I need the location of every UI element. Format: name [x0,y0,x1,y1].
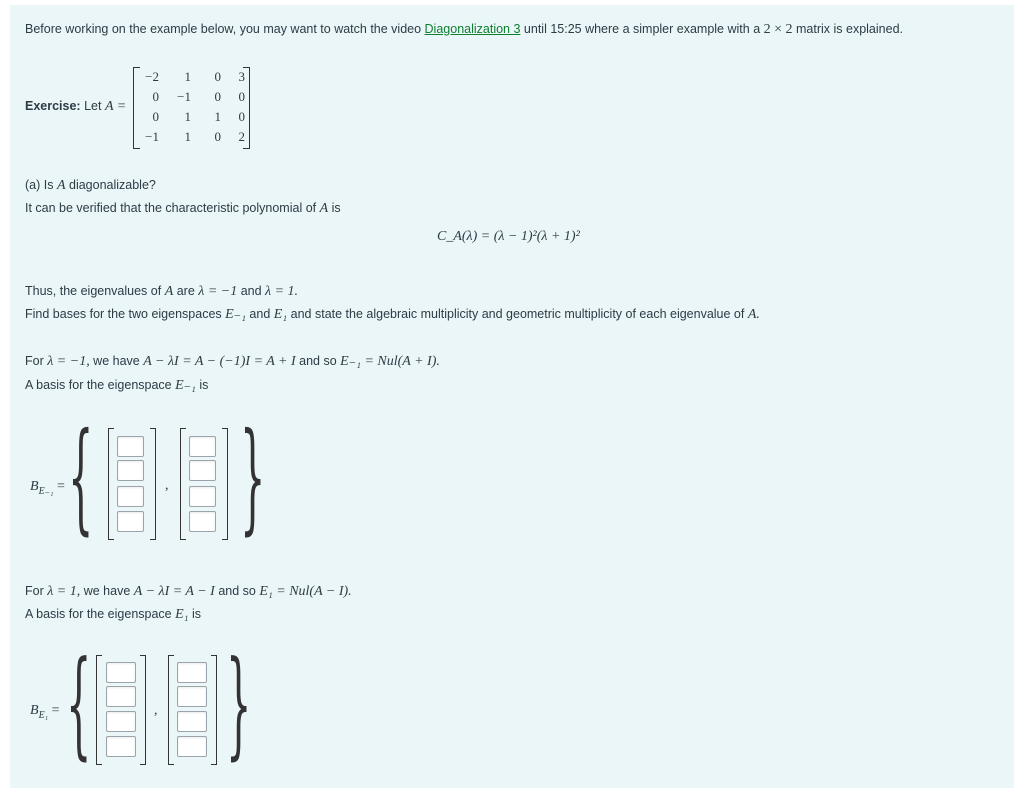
case2-expr: A − λI = A − I [133,584,215,599]
case1-expr: A − λI = A − (−1)I = A + I [143,354,296,369]
charpoly-pre: It can be verified that the characteristic polynomial of [25,201,320,215]
case1-nul: E₋₁ = Nul(A + I). [340,354,440,369]
case2-have: we have [80,584,134,598]
eigen-mid: are [173,284,199,298]
basis2-vec2-entry1[interactable] [177,662,207,683]
charpoly-post: is [328,201,341,215]
charpoly-text [25,201,341,217]
find-e1: E₋₁ [225,307,246,322]
basis1-vec1-right-bracket [150,428,156,540]
matrix-cell: 1 [184,69,191,84]
basis1-vec2-right-bracket [222,428,228,540]
basis2-eq: = [51,703,60,718]
matrix-cell: 0 [238,89,245,104]
matrix-cell: 1 [214,109,221,124]
part-a-question [25,178,156,194]
basis1-vec2-entry4[interactable] [189,511,216,532]
case1-basis-pre: A basis for the eigenspace [25,378,176,392]
basis2-vec2-right-bracket [211,655,217,765]
basis2-comma: , [154,703,158,718]
find-and: and [245,307,274,321]
find-bases-text [25,306,760,323]
charpoly-var: A [319,201,329,216]
video-link[interactable]: Diagonalization 3 [424,22,521,36]
matrix-grid [137,67,245,147]
case1-andso: and so [295,354,341,368]
eigen-and: and [237,284,266,298]
basis2-vec2-entry2[interactable] [177,686,207,707]
case2-lambda: λ = 1, [47,584,81,599]
basis2-vec1-entry4[interactable] [106,736,136,757]
part-a-var: A [56,178,66,193]
matrix-cell: 0 [214,129,221,144]
basis1-vec1-entry2[interactable] [117,460,144,481]
intro-after: until 15:25 where a simpler example with a [520,22,764,36]
intro-before: Before working on the example below, you may want to watch the video [25,22,425,36]
basis2-vec1-entry2[interactable] [106,686,136,707]
find-post: and state the algebraic multiplicity and geometric multiplicity of each eigenvalue of [287,307,748,321]
basis1-comma: , [165,478,169,493]
intro-dims: 2 × 2 [763,22,793,37]
exercise-label [25,99,126,115]
basis1-left-brace: { [68,410,94,548]
find-var: A. [747,307,760,322]
eigenvalue-2: λ = 1. [265,284,299,299]
basis2-vec1-right-bracket [140,655,146,765]
case1-basis-var: E₋₁ [175,378,196,393]
matrix-cell: 0 [238,109,245,124]
case2-basis-var: E₁ [175,607,189,622]
find-pre: Find bases for the two eigenspaces [25,307,226,321]
matrix-row [137,107,245,127]
basis2-b: B [30,703,39,718]
matrix-cell: 0 [152,89,159,104]
case1-have: we have [89,354,144,368]
basis1-vec2-entry3[interactable] [189,486,216,507]
basis1-eq: = [56,479,65,494]
matrix-cell: 2 [238,129,245,144]
basis1-sub: E₋₁ [38,485,54,497]
intro-text [25,22,903,38]
eigenvalues-text [25,284,298,300]
basis1-vec1-entry1[interactable] [117,436,144,457]
case1-basis-text [25,377,208,394]
matrix-right-bracket [243,67,250,149]
basis1-vec2-entry1[interactable] [189,436,216,457]
case2-andso: and so [214,584,260,598]
matrix-a [133,67,250,148]
part-a-pre: (a) Is [25,178,57,192]
matrix-row [137,67,245,87]
eigen-thus-pre: Thus, the eigenvalues of [25,284,165,298]
matrix-row [137,87,245,107]
case1-for: For [25,354,48,368]
part-a-post: diagonalizable? [65,178,156,192]
matrix-cell: 0 [214,69,221,84]
eigenvalue-1: λ = −1 [198,284,238,299]
eigen-var: A [164,284,174,299]
basis2-vec1-left-bracket [96,655,102,765]
matrix-cell: 1 [184,109,191,124]
exercise-let: Let [84,99,102,113]
exercise-bold: Exercise: [25,99,81,113]
basis1-vec2-entry2[interactable] [189,460,216,481]
case2-nul: E₁ = Nul(A − I). [259,584,352,599]
case2-basis-pre: A basis for the eigenspace [25,607,176,621]
basis2-vec1-entry1[interactable] [106,662,136,683]
charpoly-formula: C_A(λ) = (λ − 1)²(λ + 1)² [437,229,580,244]
basis2-vec1-entry3[interactable] [106,711,136,732]
basis1-vec2-left-bracket [180,428,186,540]
case1-basis-post: is [195,378,209,392]
intro-end: matrix is explained. [792,22,903,36]
case1-text [25,353,440,370]
basis1-b: B [30,479,39,494]
basis1-vec1-entry3[interactable] [117,486,144,507]
basis2-left-brace: { [66,639,92,773]
basis1-vec1-entry4[interactable] [117,511,144,532]
basis1-label [30,479,65,497]
matrix-cell: 3 [238,69,245,84]
basis2-vec2-entry4[interactable] [177,736,207,757]
case2-basis-text [25,607,201,623]
matrix-cell: 1 [184,129,191,144]
exercise-var: A = [104,99,127,114]
matrix-cell: 0 [152,109,159,124]
case2-basis-post: is [188,607,202,621]
case1-lambda: λ = −1, [47,354,90,369]
matrix-row [137,127,245,147]
matrix-cell: −1 [177,89,191,104]
basis1-vec1-left-bracket [108,428,114,540]
matrix-cell: 0 [214,89,221,104]
find-e2: E₁ [273,307,288,322]
matrix-cell: −2 [145,69,159,84]
basis1-right-brace: } [240,410,266,548]
basis2-right-brace: } [226,639,252,773]
basis2-vec2-left-bracket [168,655,174,765]
basis2-vec2-entry3[interactable] [177,711,207,732]
basis2-label [30,703,60,721]
case2-for: For [25,584,48,598]
case2-text [25,584,352,600]
matrix-cell: −1 [145,129,159,144]
basis2-sub: E₁ [38,709,49,721]
